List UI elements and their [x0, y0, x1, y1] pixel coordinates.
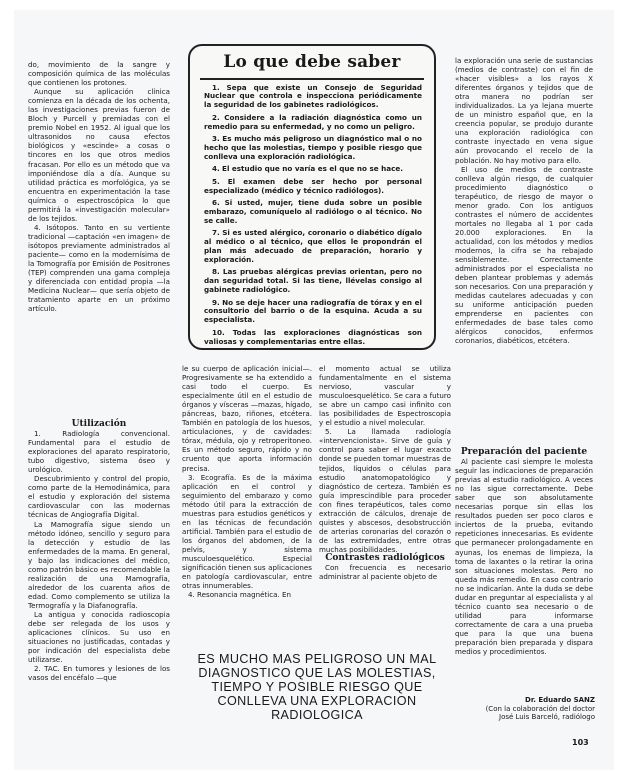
paragraph: El uso de medios de contraste conlleva algún riesgo, de cualquier procedimiento diagnóstico o terapéutico, de riesgo de mayor o menor grado. Con los antiguos contrastes el número de accidentes mortales no llegaba al 1 por cada 20.000 exploraciones. En la actualidad, con los métodos y medios modernos, la cifra se ha rebajado sensiblemente. Correctamente administrados por el especialista no deben plantear problemas y además son necesarios. Con una preparación y medidas cautelares adecuadas y con su uniforme anticipación pueden emprenderse en pacientes con enfermedades de base tales como alérgicos conocidos, enfermos coronarios, diabéticos, etcétera.	[455, 164, 593, 346]
paragraph: el momento actual se utiliza fundamentalmente en el sistema nervioso, vascular y musculoesquelético. Se cara a futuro se abre un campo casi infinito con las posibilidades de Espectroscopia y el estudio a nivel molecular.	[319, 364, 451, 428]
paragraph: 5. La llamada radiología «intervencionista». Sirve de guía y control para saber el lugar exacto donde se pueden tomar muestras de tejidos, líquidos o células para estudio anatomopatológico y diagnóstico de certeza. También es guía imprescindible para proceder con fines terapéuticos, tales como extracción de cálculos, drenaje de quistes y abscesos, desobstrucción de arterias coronarias del corazón o de las extremidades, entre otras muchas posibilidades.	[319, 427, 451, 554]
advice-item: 5. El examen debe ser hecho por personal especializado (médico y técnico radiólogos).	[204, 176, 422, 195]
info-box	[188, 44, 436, 350]
subheading-contrastes: Contrastes radiológicos	[325, 552, 445, 563]
column-3	[319, 364, 451, 581]
advice-item: 8. Las pruebas alérgicas previas orientan, pero no dan seguridad total. Si las tiene, llévelas consigo al gabinete radiológico.	[204, 267, 422, 295]
box-title: Lo que debe saber	[223, 52, 401, 72]
paragraph: le su cuerpo de aplicación inicial—. Progresivamente se ha extendido a casi todo el cuerpo. Es especialmente útil en el estudio de órganos y vísceras —mazas, hígado, páncreas, bazo, riñones, etcétera. También en patología de los huesos, articulaciones, y de cavidades: tórax, médula, ojo y retroperitoneo. Es un método seguro, rápido y no cruento que aporta información precisa.	[182, 364, 312, 473]
advice-item: 4. El estudio que no varía es el que no se hace.	[212, 164, 403, 174]
author-note: (Con la colaboración del doctor	[485, 704, 595, 713]
author-note: José Luis Barceló, radiólogo	[499, 713, 595, 721]
column-4-top	[455, 56, 593, 346]
column-1-top	[28, 60, 170, 313]
paragraph: 3. Ecografía. Es de la máxima aplicación en el control y seguimiento del embarazo y como método útil para la extracción de muestras para estudios genéticos y en las técnicas de fecundación artificial. También para el estudio de los órganos del abdomen, de la pelvis, y sistema musculoesquelético. Especial significación tienen sus aplicaciones en patología cardiovascular, entre otras innumerables.	[182, 472, 312, 591]
advice-list	[190, 84, 434, 347]
author-signature	[463, 696, 595, 722]
pull-quote: ES MUCHO MAS PELIGROSO UN MAL DIAGNOSTICO QUE LAS MOLESTIAS, TIEMPO Y POSIBLE RIESGO QUE CONLLEVA UNA EXPLORACION RADIOLOGICA	[197, 652, 437, 722]
subheading-preparacion: Preparación del paciente	[460, 447, 588, 457]
advice-item: 2. Considere a la radiación diagnóstica como un remedio para su enfermedad, y no como un peligro.	[204, 112, 422, 131]
box-divider	[200, 78, 424, 80]
advice-item: 9. No se deje hacer una radiografía de tórax y en el consultorio del barrio o de la esquina. Acuda a su especialista.	[204, 297, 422, 325]
paragraph: La Mamografía sigue siendo un método idóneo, sencillo y seguro para la detección y estudio de las enfermedades de la mama. En general, y bajo las indicaciones del médico, como patrón básico es recomendable la realización de una Mamografía, alrededor de los cuarenta años de edad. Como complemento se utiliza la Termografía y la Diafanografía.	[28, 519, 170, 610]
page-number: 103	[572, 738, 589, 747]
paragraph: Aunque su aplicación clínica comienza en la década de los ochenta, las investigaciones previas fueron de Bloch y Purcell y premiadas con el premio Nobel en 1952. Al igual que los ultrasonidos no causa efectos biológicos y «escinde» a cosas o tincores en los que otros medios fracasan. Por ello es un método que va imponiéndose día a día. Aunque su utilidad práctica es morfológica, ya se encuentra en experimentación la tase química o espectroscópica lo que permitirá la «investigación molecular» de los tejidos.	[28, 87, 170, 223]
paragraph: la exploración una serie de sustancias (medios de contraste) con el fin de «hacer visibles» a los rayos X diferentes órganos y tejidos que de otra manera no podrían ser individualizados. La ya lejana muerte de un ministro español que, en la creencia popular, se produjo durante una exploración radiológica con contraste inyectado en vena sigue aún provocando el recelo de la población. No hay motivo para ello.	[455, 56, 593, 165]
paragraph: Descubrimiento y control del propio, como parte de la Hemodinámica, para el estudio y exploración del sistema cardiovascular con las modernas técnicas de Angiografía Digital.	[28, 474, 170, 520]
column-1-bottom	[28, 420, 170, 682]
paragraph: 4. Isótopos. Tanto en su vertiente tradicional —captación «en imagen» de isótopos previamente administrados al paciente— como en la modernísima de la Tomografía por Emisión de Positrones (TEP) comprenden una gama compleja y diferenciada con entidad propia —la Medicina Nuclear— que sería objeto de tratamiento aparte en un próximo artículo.	[28, 222, 170, 314]
advice-item: 3. Es mucho más peligroso un diagnóstico mal o no hecho que las molestias, tiempo y posible riesgo que conlleva una exploración radiológica.	[204, 134, 422, 161]
advice-item: 7. Si es usted alérgico, coronario o diabético dígalo al médico o al técnico, que ellos le propondrán el plan más adecuado de preparación, horario y exploración.	[204, 228, 422, 264]
advice-item: 1. Sepa que existe un Consejo de Seguridad Nuclear que controla e inspecciona periódicamente la seguridad de los gabinetes radiológicos.	[204, 82, 422, 110]
paragraph: 1. Radiología convencional. Fundamental para el estudio de exploraciones del aparato respiratorio, tubo digestivo, sistema óseo y urológico.	[28, 429, 170, 475]
subheading-utilizacion: Utilización	[71, 419, 127, 429]
advice-item: 6. Si usted, mujer, tiene duda sobre un posible embarazo, comuníquelo al radiólogo o al técnico. No se calle.	[204, 197, 422, 225]
paragraph: do, movimiento de la sangre y composición química de las moléculas que contienen los protones.	[28, 60, 170, 88]
author-name: Dr. Eduardo SANZ	[525, 696, 595, 704]
paragraph: La antigua y conocida radioscopia debe ser relegada de los usos y aplicaciones clínicos. Su uso en situaciones no justificadas, contadas y por indicación del especialista debe utilizarse.	[28, 609, 170, 665]
advice-item: 10. Todas las exploraciones diagnósticas son valiosas y complementarias entre ellas.	[204, 327, 423, 346]
paragraph: 2. TAC. En tumores y lesiones de los vasos del encéfalo —que	[28, 664, 170, 683]
paragraph: Al paciente casi siempre le molesta seguir las indicaciones de preparación previas al estudio radiológico. A veces no las sigue correctamente. Debe saber que son absolutamente necesarias porque sin ellas los resultados pueden ser poco claros e inciertos de la prueba, evitando repeticiones innecesarias. Es evidente que permanecer prolongadamente en ayunas, los enemas de limpieza, la toma de laxantes o la retirar la orina son situaciones molestas. Pero no queda más remedio. En caso contrario no se indicarían. Ante la duda se debe dudar en preguntar al especialista y al técnico cuanto sea necesario o de utilidad para informarse correctamente de cara a una prueba que para la que una buena preparación bien preparada y dispara medios y procedimientos.	[455, 457, 593, 657]
paragraph: Con frecuencia es necesario administrar al paciente objeto de	[319, 563, 451, 582]
column-2	[182, 364, 312, 599]
paragraph: 4. Resonancia magnética. En	[188, 590, 291, 600]
column-4-bottom	[455, 448, 593, 656]
